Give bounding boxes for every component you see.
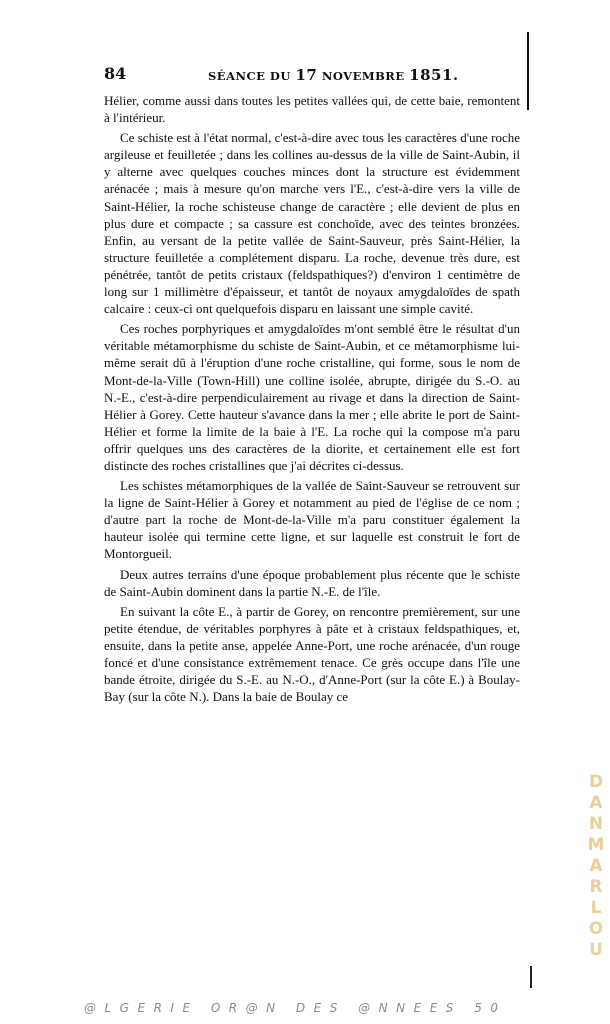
body-text [104,92,520,705]
running-title [208,66,459,84]
watermark-footer: @LGERIE OR@N DES @NNEES 50 [84,1001,507,1015]
running-title-month: NOVEMBRE [321,69,405,83]
paragraph: Les schistes métamorphiques de la vallée de Saint-Sauveur se retrouvent sur la ligne de Saint-Hélier à Gorey et notamment au pied de l'église de ce nom ; d'autre part la roche de Mont-de-la-Ville m'a paru constituer également la hauteur isolée qui termine cette ligne, et sur laquelle est construit le fort de Montorgueil. [104,478,520,562]
paragraph: Hélier, comme aussi dans toutes les petites vallées qui, de cette baie, remontent à l'intérieur. [104,93,520,126]
running-title-prefix: SÉANCE DU [208,69,291,83]
running-title-year: 1851. [409,66,459,84]
scan-margin-mark [530,966,532,988]
paragraph: Ce schiste est à l'état normal, c'est-à-dire avec tous les caractères d'une roche argileuse et feuilletée ; dans les collines au-dessus de la ville de Saint-Aubin, il y alterne avec quelques couches minces dont la structure est évidemment arénacée ; mais à mesure qu'on marche vers l'E., c'est-à-dire vers la ville de Saint-Hélier, la roche schisteuse change de caractère ; elle devient de plus en plus dure et compacte ; sa cassure est conchoïde, avec des teintes bronzées. Enfin, au versant de la petite vallée de Saint-Sauveur, près Saint-Hélier, la structure feuilletée a complétement disparu. La roche, devenue très dure, est pénétrée, tantôt de petits cristaux (feldspathiques?) d'environ 1 centimètre de long sur 1 millimètre d'épaisseur, et tantôt de noyaux amygdaloïdes de spath calcaire : ceux-ci ont quelquefois disparu en laissant une simple cavité. [104,130,520,317]
scan-margin-bar [527,32,529,110]
paragraph: Deux autres terrains d'une époque probablement plus récente que le schiste de Saint-Aubin dominent dans la partie N.-E. de l'île. [104,566,520,599]
running-title-day: 17 [295,66,318,84]
paragraph: En suivant la côte E., à partir de Gorey, on rencontre premièrement, sur une petite étendue, de véritables porphyres à pâte et à cristaux feldspathiques, et, ensuite, dans la petite anse, appelée Anne-Port, une roche arénacée, d'un rouge foncé et d'une consistance extrêmement tenace. Ce grès occupe dans l'île une bande étroite, dirigée du S.-E. au N.-O., d'Anne-Port (sur la côte E.) à Boulay-Bay (sur la côte N.). Dans la baie de Boulay ce [104,603,520,705]
watermark-vertical: DANMARLOU [586,772,606,961]
page-number: 84 [104,64,127,83]
paragraph: Ces roches porphyriques et amygdaloïdes m'ont semblé être le résultat d'un véritable métamorphisme du schiste de Saint-Aubin, et ce métamorphisme lui-même serait dû à l'éruption d'une roche cristalline, qui forme, sous le nom de Mont-de-la-Ville (Town-Hill) une colline isolée, abrupte, dirigée du S.-O. au N.-E., c'est-à-dire perpendiculairement au rivage et dans la direction de Saint-Hélier à Gorey. Cette hauteur s'avance dans la mer ; elle abrite le port de Saint-Hélier et forme la limite de la baie à l'E. La roche qui la compose m'a paru offrir quelques uns des caractères de la diorite, et certainement elle est fort distincte des roches cristallines que j'ai décrites ci-dessus. [104,321,520,473]
page-header [104,64,524,86]
